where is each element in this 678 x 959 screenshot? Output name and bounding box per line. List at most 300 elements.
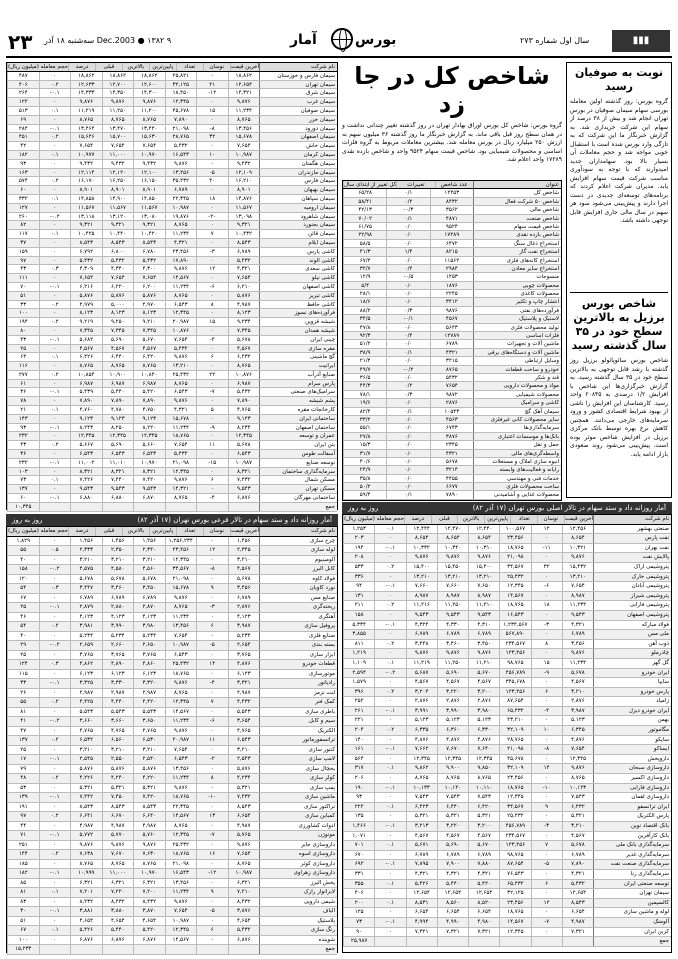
table-cell: ۶,۴۴۰: [437, 803, 468, 812]
company-name-cell: وسایل ارتباطی: [473, 357, 561, 364]
table-cell: -۱۰: [531, 784, 562, 793]
table-cell: ۸,۵۴۳: [102, 239, 134, 247]
company-name-cell: ملی مس: [593, 630, 671, 639]
table-cell: ۴۲/۱۳: [343, 206, 386, 213]
table-cell: ۰: [39, 860, 71, 869]
table-cell: ۵,۸۷۶: [102, 765, 134, 774]
table-cell: حجم معامله (میلیون ریال): [8, 64, 68, 70]
table-cell: ۹,۳۲۱: [228, 221, 260, 229]
table-cell: ۰: [531, 611, 562, 620]
table-cell: -۴: [531, 707, 562, 716]
table-cell: ۴,۸۷۶: [562, 736, 593, 745]
table-cell: ۱۴۰: [343, 736, 374, 745]
table-tag: روز به روز: [12, 516, 43, 524]
company-name-cell: سیم و کابل: [259, 717, 337, 726]
table-cell: ۵,۶۹۰: [437, 841, 468, 850]
company-name-cell: سایپا: [593, 678, 671, 687]
table-cell: ۳۹۶: [343, 688, 374, 697]
table-cell: [406, 937, 437, 946]
table-cell: ۴,۱۲۳: [102, 613, 134, 622]
table-cell: ۰: [39, 689, 71, 698]
table-cell: ۰/۳: [386, 391, 429, 398]
table-cell: ۴,۵۶۷: [228, 565, 260, 574]
table-cell: ۲,۶۶۰: [102, 641, 134, 650]
table-cell: ۳۲,۱۲۵: [165, 81, 197, 89]
company-name-cell: داروسازی جابر: [259, 841, 337, 850]
table-cell: ۰: [531, 793, 562, 802]
table-cell: ۴,۹۷۰: [133, 301, 165, 309]
table-cell: ۱۸,۸۶۲: [228, 72, 260, 80]
table-cell: ۰: [531, 534, 562, 543]
table-cell: ۰: [39, 594, 71, 603]
table-cell: -۰.۱: [39, 125, 71, 133]
table-cell: ۰.۳: [39, 265, 71, 273]
table-cell: ۱۱,۲۱۰: [468, 659, 499, 668]
table-cell: ۰.۲: [39, 81, 71, 89]
table-cell: ۱۳,۴۵۶: [165, 765, 197, 774]
table-cell: ۱۰,۹۰۰: [102, 371, 134, 379]
table-cell: ۳۱/۷: [343, 450, 386, 457]
table-cell: ۱۰۳: [7, 468, 39, 476]
table-cell: ۳۲۱۵: [430, 357, 473, 364]
company-name-cell: پشم شیشه: [259, 397, 337, 405]
company-name-cell: منسوجات: [473, 273, 561, 280]
table-cell: ۰.۳: [39, 584, 71, 593]
table-cell: ۱۰,۹۸۷: [228, 869, 260, 878]
table-cell: ۶,۵۳۰: [133, 736, 165, 745]
table-cell: ۱۶,۲۵۰: [102, 177, 134, 185]
table-cell: ۳,۲۱۰: [70, 746, 102, 755]
table-cell: ۵۳۳: [343, 563, 374, 572]
table-cell: ۱,۴۶۶: [343, 822, 374, 831]
table-cell: ۱۲,۱۰۰: [133, 169, 165, 177]
table-cell: ۸,۷۶۵: [70, 362, 102, 370]
table-cell: ۹: [531, 803, 562, 812]
table-cell: ۶,۵۴۳: [165, 755, 197, 764]
table-row: [343, 553, 671, 563]
table-row: [343, 324, 561, 332]
company-name-cell: ترانسفورماتور: [259, 736, 337, 745]
company-name-cell: لامپ سازی: [259, 755, 337, 764]
table-row: [7, 89, 337, 98]
table-cell: -۰.۱: [39, 388, 71, 396]
table-cell: ۶۴۷۲: [430, 240, 473, 247]
company-name-cell: انتشار چاپ و تکثیر: [473, 298, 561, 305]
table-cell: ۹: [196, 888, 228, 897]
table-header-row: [7, 527, 337, 537]
table-cell: ۱۴: [531, 764, 562, 773]
issue-number: سال اول شماره ۲۷۳: [520, 36, 590, 45]
table-cell: ۲۳,۴۵۶: [165, 546, 197, 555]
table-cell: ۷: [196, 230, 228, 238]
table-cell: ۸,۹۸۷: [562, 592, 593, 601]
globe-icon: [331, 28, 353, 50]
table-cell: ۸,۱۲۳: [228, 309, 260, 317]
table-cell: ۰.۲: [39, 177, 71, 185]
table-cell: ۸,۶۵۴: [437, 534, 468, 543]
table-cell: تعداد: [510, 515, 537, 524]
table-cell: نوسان: [537, 515, 564, 524]
table-cell: ۲۸,۷۶۵: [499, 736, 530, 745]
table-row: [343, 659, 671, 669]
table-cell: ۰: [196, 556, 228, 565]
company-name-cell: صنایع فلزی: [259, 632, 337, 641]
table-cell: ۴,۷۸۰: [102, 406, 134, 414]
table-cell: درصد: [404, 515, 431, 524]
table-cell: ۹,۸۷۶: [468, 553, 499, 562]
table-cell: ۱۰: [531, 726, 562, 735]
company-name-cell: پلاستیک: [259, 917, 337, 926]
table-cell: ۱۰,۹۷۰: [133, 869, 165, 878]
company-name-cell: یخچال سازی: [259, 765, 337, 774]
table-cell: ۵۹/۴: [343, 491, 386, 498]
table-cell: ۲۸۷۶: [430, 399, 473, 406]
table-cell: ۱۶,۲۱۰: [228, 177, 260, 185]
table-cell: ۰: [39, 784, 71, 793]
table-cell: -۰.۱: [374, 544, 405, 553]
table-cell: -۳: [196, 248, 228, 256]
table-row: [343, 688, 671, 698]
table-cell: ۱۱,۲۳۴: [165, 613, 197, 622]
table-cell: ۶۵,۴۳۲: [499, 880, 530, 889]
table-cell: ۷,۲۱۰: [228, 888, 260, 897]
table-cell: ۲۰,۹۸۷: [165, 318, 197, 326]
table-cell: ۰/۰: [386, 483, 429, 490]
company-name-cell: بسته بندی: [259, 641, 337, 650]
table-cell: ۱۳,۰۸۰: [133, 213, 165, 221]
company-name-cell: ساختمان اصفهان: [259, 424, 337, 432]
table-header-row: [343, 181, 561, 189]
table-cell: ۹۷: [7, 257, 39, 265]
table-cell: ۰/۱: [386, 349, 429, 356]
company-name-cell: الیاف: [259, 907, 337, 916]
table-cell: ۰.۲: [374, 563, 405, 572]
table-cell: ۹,۹۰۰: [437, 764, 468, 773]
table-cell: ۸۷۶۵: [430, 366, 473, 373]
table-cell: ۲۷۷: [7, 371, 39, 379]
table-cell: ۵۴: [7, 584, 39, 593]
table-cell: ۴۰۶: [343, 889, 374, 898]
table-cell: ۸,۷۶۵: [437, 774, 468, 783]
company-name-cell: سیمان غرب: [259, 98, 337, 106]
table-tag: روز به روز: [348, 504, 379, 512]
company-name-cell: رایانه و فعالیت‌های وابسته: [473, 466, 561, 473]
table-row: [7, 81, 337, 90]
table-cell: ۱۶۳: [7, 169, 39, 177]
table-cell: ۹,۵۴۳: [437, 611, 468, 620]
table-cell: ۰: [39, 450, 71, 458]
table-cell: ۱,۱۰۹: [343, 659, 374, 668]
table-cell: ۳۳۱: [343, 870, 374, 879]
table-cell: ۰/۲: [386, 382, 429, 389]
table-cell: ۱۱,۰۰۰: [102, 869, 134, 878]
table-cell: ۲۳۲: [7, 432, 39, 440]
table-cell: ۸,۹۰۱: [133, 186, 165, 194]
company-name-cell: شاخص صنعت: [473, 215, 561, 222]
table-cell: ۴,۳۰۹: [70, 265, 102, 273]
table-cell: ۰/۰: [386, 231, 429, 238]
table-cell: ۶,۲۲۰: [102, 283, 134, 291]
table-cell: ۲۳,۴۵۶: [499, 534, 530, 543]
table-cell: ۴,۹۹۴: [406, 918, 437, 927]
table-row: [7, 327, 337, 336]
table-cell: ۴۳: [7, 336, 39, 344]
table-cell: ۵,۲۳۴: [70, 632, 102, 641]
table-cell: ۴۸۷: [7, 72, 39, 80]
table-cell: ۰: [374, 774, 405, 783]
table-row: [343, 307, 561, 315]
company-name-cell: سیمان کرمان: [259, 151, 337, 159]
company-name-cell: واسطه‌گری‌های مالی: [473, 450, 561, 457]
table-cell: ۱۳,۴۵۶: [165, 879, 197, 888]
company-name-cell: فلزات اساسی: [473, 332, 561, 339]
table-cell: ۶,۷۸۹: [437, 851, 468, 860]
table-cell: آخرین قیمت: [230, 64, 259, 70]
table-row: [343, 697, 671, 707]
table-cell: ۱۶: [196, 850, 228, 859]
table-cell: ۱۰,۳۴۵: [7, 503, 39, 511]
table-cell: ۵۱/۲: [343, 340, 386, 347]
company-name-cell: توسعه صنعتی ایران: [593, 880, 671, 889]
table-cell: ۳,۷۶۵: [70, 651, 102, 660]
table-cell: ۱۲,۳۴۵: [165, 468, 197, 476]
table-row: [7, 292, 337, 301]
table-cell: -۹: [531, 669, 562, 678]
table-row: [343, 573, 671, 583]
table-cell: ۱۰,۴۲۵: [70, 230, 102, 238]
table-cell: ۲۵,۴۳۲: [165, 371, 197, 379]
table-cell: ۱۶۱: [343, 745, 374, 754]
table-cell: -۰.۱: [374, 784, 405, 793]
table-cell: ۰: [531, 630, 562, 639]
table-cell: ۵,۶۷۸: [228, 441, 260, 449]
table-cell: [228, 945, 260, 954]
table-row: [343, 349, 561, 357]
table-cell: ۵,۶۷۸: [562, 841, 593, 850]
table-row: [7, 632, 337, 642]
table-cell: ۶,۶۵۴: [228, 812, 260, 821]
table-cell: ۲۱: [196, 81, 228, 89]
table-cell: ۰: [196, 708, 228, 717]
table-cell: ۸: [196, 301, 228, 309]
table-cell: ۱۳,۴۵۶: [165, 622, 197, 631]
table-row: [343, 937, 671, 947]
table-cell: ۶۶۷۷: [430, 483, 473, 490]
table-cell: پایین‌ترین: [149, 63, 176, 71]
table-cell: ۹,۱۲۳: [70, 415, 102, 423]
table-cell: حجم معامله (میلیون ریال): [8, 528, 68, 534]
table-cell: ۱۰,۳۱۰: [468, 544, 499, 553]
table-cell: ۰/۱: [386, 189, 429, 196]
table-cell: ۰.۵: [39, 546, 71, 555]
table-cell: ۶,۳۳۵: [406, 726, 437, 735]
table-cell: ۳,۹۸۱: [70, 622, 102, 631]
table-cell: ۱۰,۸۷۶: [228, 371, 260, 379]
company-name-cell: جمع: [593, 937, 671, 946]
table-cell: ۸۲۱۵: [430, 248, 473, 255]
company-name-cell: گل گهر: [593, 659, 671, 668]
table-cell: ۰.۱: [39, 151, 71, 159]
side-column: [566, 62, 672, 498]
table-cell: ۸۲: [7, 221, 39, 229]
table-cell: ۳۳/۲: [343, 416, 386, 423]
table-row: [343, 649, 671, 659]
table-cell: ۷,۴۳۲: [228, 476, 260, 484]
table-cell: ۴,۸۶۰: [133, 660, 165, 669]
table-cell: ۱۴,۵۶۷: [499, 918, 530, 927]
table-cell: ۱۱۷: [7, 230, 39, 238]
table-cell: ۰.۱: [39, 476, 71, 484]
table-cell: ۱۱,۲۱۹: [70, 107, 102, 115]
table-cell: ۰: [196, 651, 228, 660]
table-cell: ۹,۸۵۰: [468, 764, 499, 773]
table-cell: ۲۳,۴۵۶: [499, 774, 530, 783]
table-cell: ۱۱,۲۳۴: [165, 717, 197, 726]
table-cell: ۳,۲۰۴: [406, 688, 437, 697]
table-cell: ۴,۳۱۰: [468, 621, 499, 630]
company-name-cell: لاستیک و پلاستیک: [473, 315, 561, 322]
table-row: [7, 151, 337, 160]
table-cell: [562, 937, 593, 946]
table-cell: ۴۰۶: [7, 81, 39, 89]
table-cell: ۹,۸۷۶: [228, 98, 260, 106]
divider: [570, 292, 668, 293]
table-cell: ۷,۶۶۰: [406, 582, 437, 591]
table-cell: ۲۱,۰۹۸: [165, 575, 197, 584]
table-cell: ۱۲۷۸۹: [430, 332, 473, 339]
table-cell: -۰.۱: [39, 755, 71, 764]
table-cell: ۱۱,۲۳۴: [165, 774, 197, 783]
company-name-cell: خدمات فنی و مهندسی: [473, 475, 561, 482]
table-cell: ۰.۱: [374, 803, 405, 812]
table-cell: ۰: [374, 832, 405, 841]
table-cell: ۶,۵۴۳: [165, 651, 197, 660]
table-cell: ۰: [39, 160, 71, 168]
table-cell: -۳: [196, 603, 228, 612]
table-cell: -۲: [196, 755, 228, 764]
table-cell: ۵,۳۲۱: [562, 812, 593, 821]
table-row: [7, 415, 337, 424]
table-cell: ۸,۶۵۴: [562, 534, 593, 543]
table-cell: ۳,۲۰۰: [468, 688, 499, 697]
company-name-cell: داروسازی سبحان: [593, 764, 671, 773]
table-row: [343, 382, 561, 390]
table-cell: ۵,۶۹۰: [437, 669, 468, 678]
table-cell: ۳۳۲: [7, 195, 39, 203]
table-cell: ۱۴,۳۲۱: [228, 89, 260, 97]
table-cell: ۵,۴۲۶: [70, 926, 102, 935]
company-name-cell: رنگ سازی: [259, 926, 337, 935]
table-cell: ۰: [196, 670, 228, 679]
table-cell: ۸,۵۳۱: [406, 899, 437, 908]
table-cell: ۰: [374, 697, 405, 706]
table-cell: ۵۰/۲: [343, 483, 386, 490]
table-cell: -۰.۲: [39, 717, 71, 726]
company-name-cell: پمپ سازی: [259, 784, 337, 793]
table-cell: ۷,۳۲۱: [437, 928, 468, 937]
company-name-cell: پتروشیمی خارک: [593, 573, 671, 582]
table-cell: ۱۰,۹۸۷: [228, 459, 260, 467]
table-cell: -۰.۱: [39, 89, 71, 97]
table-cell: ۷,۶۶۲: [406, 745, 437, 754]
table-cell: ۸,۳۲۱: [228, 468, 260, 476]
table-cell: ۸,۲۳۴: [228, 424, 260, 432]
table-cell: ۷۸۹۰: [430, 491, 473, 498]
table-cell: ۴۰/۶: [343, 458, 386, 465]
table-cell: -۶: [196, 283, 228, 291]
table-cell: ۱۴,۸۵۰: [133, 195, 165, 203]
table-cell: ۱۲,۳۴۵: [437, 755, 468, 764]
table-cell: ۰: [196, 485, 228, 493]
table-cell: ۱/۴: [386, 248, 429, 255]
table-cell: ۱۰۰,۵۶۷: [499, 525, 530, 534]
table-cell: ۸,۵۴۳: [102, 803, 134, 812]
table-cell: ۱۸,۷۶۵: [499, 544, 530, 553]
table-cell: ۱۲۳,۴۵۶: [499, 688, 530, 697]
table-cell: ۲۵: [7, 746, 39, 755]
table-cell: -۴: [196, 679, 228, 688]
table-cell: ۲۳۴,۵۶۷: [499, 640, 530, 649]
company-name-cell: سیمان شرق: [259, 89, 337, 97]
table-cell: ۹,۸۷۶: [70, 98, 102, 106]
table-cell: ۸,۵۲۰: [468, 899, 499, 908]
table-cell: ۵,۴۳۲: [228, 388, 260, 396]
company-name-cell: سرمایه‌گذاری رنا: [593, 870, 671, 879]
table-cell: ۶,۹۸۷: [102, 380, 134, 388]
table-row: [7, 160, 337, 169]
table-cell: ۰: [196, 936, 228, 945]
company-name-cell: توسعه صنایع: [259, 459, 337, 467]
table-cell: ۵,۶۷۸: [228, 336, 260, 344]
table-cell: ۴۵۶۷: [430, 315, 473, 322]
table-row: [7, 169, 337, 178]
table-cell: -۰.۱: [39, 793, 71, 802]
table-row: [343, 745, 671, 755]
table-cell: ۸,۷۶۵: [133, 362, 165, 370]
table-row: [7, 765, 337, 775]
table-cell: ۱۲,۳۴۵: [165, 309, 197, 317]
table-cell: ۰: [196, 116, 228, 124]
table-cell: ۱۳,۲۱۰: [562, 573, 593, 582]
table-cell: ۱۵۸: [7, 565, 39, 574]
table-cell: ۳,۳۲۰: [133, 679, 165, 688]
table-cell: ۸,۷۶۵: [133, 860, 165, 869]
table-cell: ۱۰,۹۸۷: [165, 204, 197, 212]
table-cell: ۱۲,۳۴۵: [102, 432, 134, 440]
table-cell: ۵,۳۲۱: [102, 784, 134, 793]
table-cell: ۰: [531, 870, 562, 879]
table-cell: ۹,۸۷۶: [165, 594, 197, 603]
company-name-cell: گچ ماشینی: [259, 353, 337, 361]
table-cell: ۴,۵۶۷: [562, 832, 593, 841]
table-cell: ۱۵: [196, 318, 228, 326]
company-name-cell: کمباین سازی: [259, 812, 337, 821]
table-cell: ۲۰۴: [343, 726, 374, 735]
table-row: [343, 206, 561, 214]
table-cell: قبلی: [95, 63, 122, 71]
table-cell: ۹,۸۷۶: [165, 353, 197, 361]
table-cell: ۰: [531, 908, 562, 917]
table-cell: ۷,۳۲۱: [468, 928, 499, 937]
table-cell: ۲۳۴,۵۶۷: [499, 832, 530, 841]
table-cell: ۱۰,۹۷۷: [70, 151, 102, 159]
table-cell: ۱۶,۵۴۳: [165, 869, 197, 878]
table-cell: ۳,۴۵۶: [562, 640, 593, 649]
table-row: [7, 301, 337, 310]
table-row: [7, 945, 337, 955]
table-cell: ۱۰,۸۴۰: [133, 371, 165, 379]
table-cell: ۴۵۶,۷۸۹: [499, 669, 530, 678]
